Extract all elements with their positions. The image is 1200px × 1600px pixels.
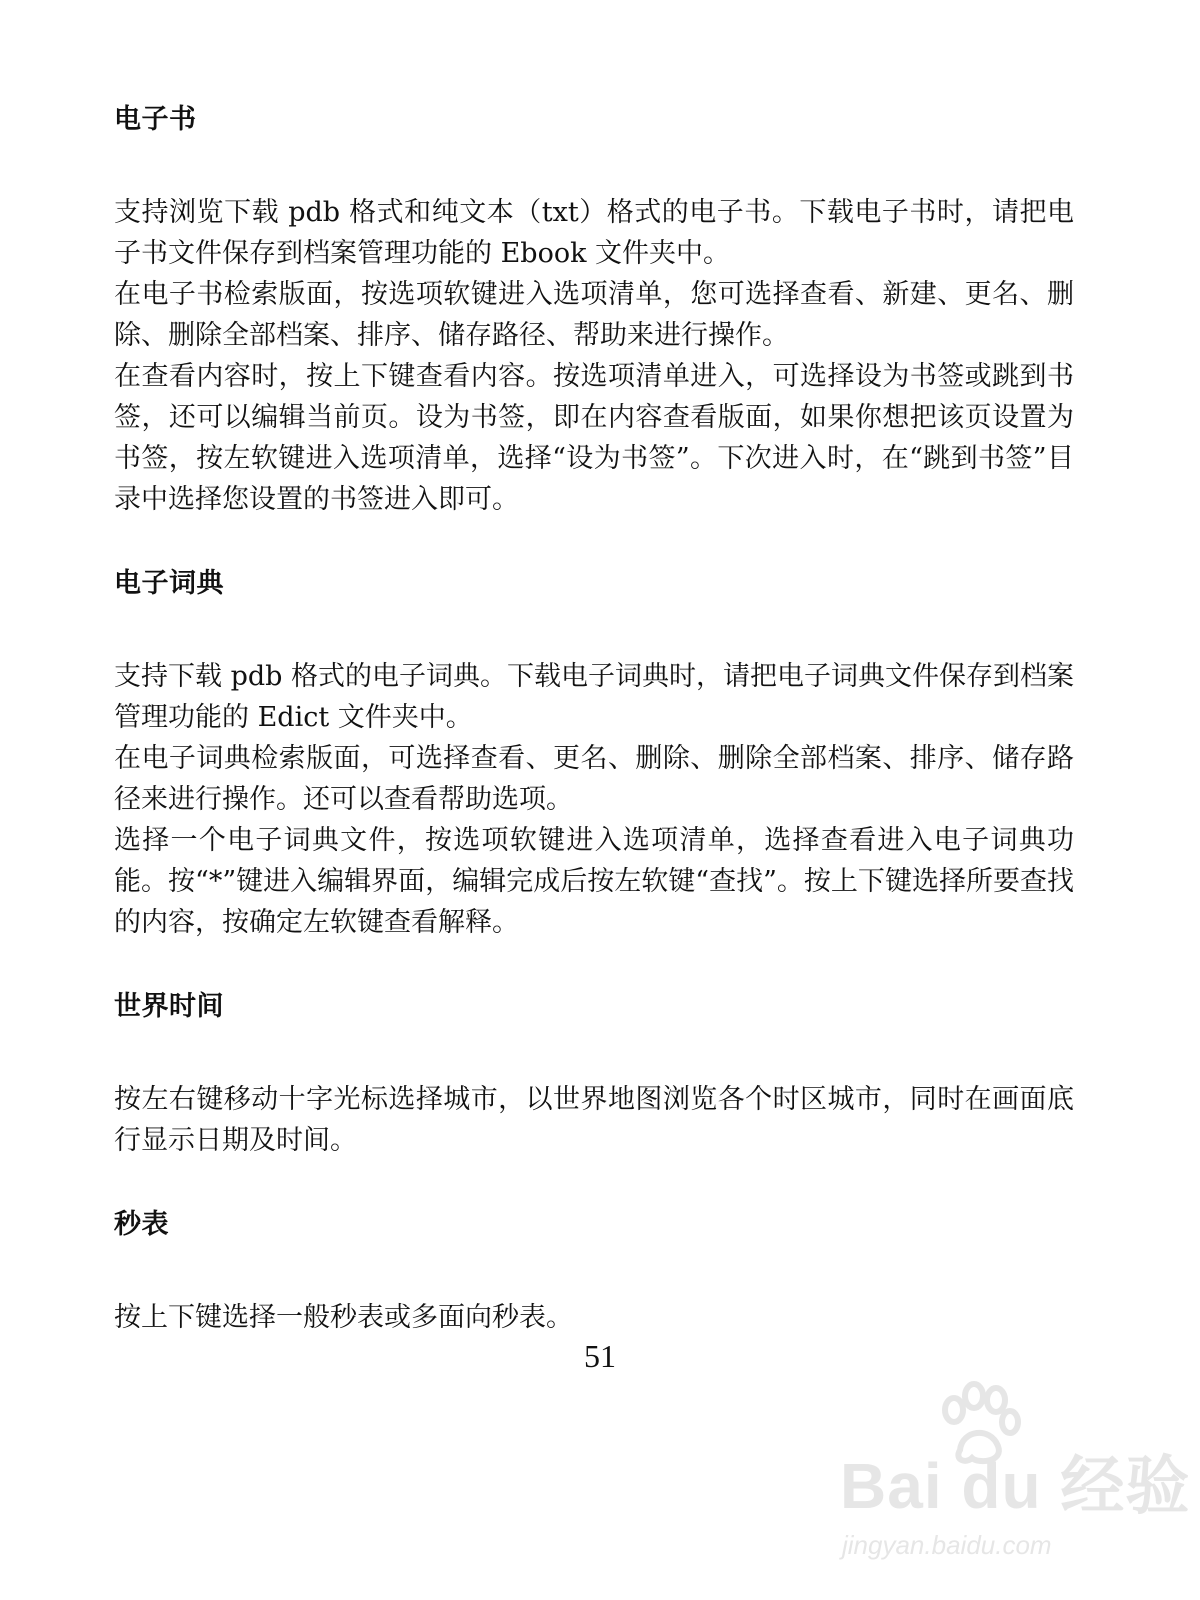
paragraph: 支持下载 pdb 格式的电子词典。下载电子词典时，请把电子词典文件保存到档案管理功能的 Edict 文件夹中。 xyxy=(114,661,1075,733)
watermark-url: jingyan.baidu.com xyxy=(842,1530,1052,1560)
section-world-time xyxy=(114,987,1074,1161)
section-edict xyxy=(114,564,1074,943)
paragraph: 支持浏览下载 pdb 格式和纯文本（txt）格式的电子书。下载电子书时，请把电子书文件保存到档案管理功能的 Ebook 文件夹中。 xyxy=(114,197,1074,269)
section-ebook xyxy=(114,100,1074,520)
page-number: 51 xyxy=(584,1338,616,1374)
section-heading: 电子词典 xyxy=(114,568,224,599)
section-gap xyxy=(114,943,1074,987)
paragraph: 在查看内容时，按上下键查看内容。按选项清单进入，可选择设为书签或跳到书签，还可以编辑当前页。设为书签，即在内容查看版面，如果你想把该页设置为书签，按左软键进入选项清单，选择“设为书签”。下次进入时，在“跳到书签”目录中选择您设置的书签进入即可。 xyxy=(114,361,1074,515)
section-heading: 世界时间 xyxy=(114,991,224,1022)
paragraph: 按左右键移动十字光标选择城市，以世界地图浏览各个时区城市，同时在画面底行显示日期及时间。 xyxy=(114,1084,1074,1156)
section-heading: 秒表 xyxy=(114,1209,169,1240)
paragraph: 按上下键选择一般秒表或多面向秒表。 xyxy=(114,1302,573,1333)
section-gap xyxy=(114,1161,1074,1205)
document-page xyxy=(114,100,1074,1338)
paragraph: 选择一个电子词典文件，按选项软键进入选项清单，选择查看进入电子词典功能。按“*”键进入编辑界面，编辑完成后按左软键“查找”。按上下键选择所要查找的内容，按确定左软键查看解释。 xyxy=(114,825,1074,938)
section-heading: 电子书 xyxy=(114,104,197,135)
paragraph: 在电子书检索版面，按选项软键进入选项清单，您可选择查看、新建、更名、删除、删除全部档案、排序、储存路径、帮助来进行操作。 xyxy=(114,279,1074,351)
section-stopwatch xyxy=(114,1205,1074,1338)
section-gap xyxy=(114,520,1074,564)
baidu-watermark xyxy=(840,1380,1191,1580)
paragraph: 在电子词典检索版面，可选择查看、更名、删除、删除全部档案、排序、储存路径来进行操作。还可以查看帮助选项。 xyxy=(114,743,1074,815)
watermark-brand: Bai du 经验 xyxy=(840,1450,1191,1522)
